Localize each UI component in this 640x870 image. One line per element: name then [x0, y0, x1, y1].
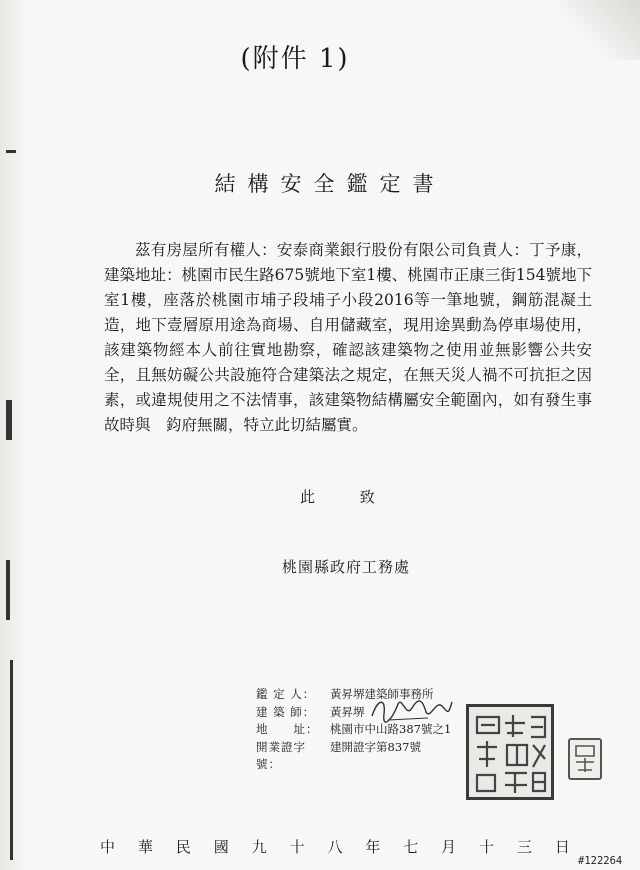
scan-mark	[6, 400, 12, 440]
document-title: 結構安全鑑定書	[214, 172, 446, 196]
license-label: 開業證字號：	[256, 739, 306, 771]
seal-pattern	[469, 707, 551, 797]
license-value: 建開證字第837號	[330, 739, 421, 754]
body-paragraph: 茲有房屋所有權人：安泰商業銀行股份有限公司負責人：丁予康，建築地址：桃園市民生路675號地下室1樓、桃園市正康三街154號地下室1樓，座落於桃園市埔子段埔子小段2016等一筆地號，鋼筋混凝土造，地下壹層原用途為商場、自用儲藏室，現用途異動為停車場使用，該建築物經本人前往實地勘察，確認該建築物之使用並無影響公共安全，且無妨礙公共設施符合建築法之規定，在無天災人禍不可抗拒之因素，或違規使用之不法情事，該建築物結構屬安全範圍內，如有發生事故時與 鈞府無關，特立此切結屬實。	[104, 241, 592, 434]
architect-seal-stamp	[466, 704, 554, 800]
date-char: 十	[289, 838, 305, 856]
scan-mark	[10, 660, 13, 860]
appraiser-value: 黃昇堺建築師事務所	[330, 687, 434, 701]
license-row	[256, 739, 451, 774]
salutation: 此 致	[300, 488, 375, 506]
scan-mark	[6, 150, 16, 153]
attachment-label: (附件 1)	[240, 44, 350, 74]
date-char: 國	[213, 838, 229, 856]
date-char: 九	[251, 838, 267, 856]
scan-mark	[6, 560, 10, 620]
appraiser-label: 鑑 定 人：	[256, 687, 316, 701]
personal-seal-stamp	[568, 738, 602, 780]
date-char: 七	[403, 838, 419, 856]
date-char: 十	[479, 838, 495, 856]
recipient: 桃園縣政府工務處	[282, 558, 411, 576]
scan-left-edge	[0, 0, 24, 870]
architect-label: 建 築 師：	[256, 704, 316, 719]
date-char: 八	[327, 838, 343, 856]
architect-value: 黃昇堺	[330, 704, 365, 719]
document-body	[104, 238, 592, 438]
address-value: 桃園市中山路387號之1	[330, 722, 452, 736]
document-date	[100, 836, 570, 857]
seal-pattern	[570, 740, 600, 778]
date-char: 華	[137, 838, 153, 856]
date-char: 中	[100, 838, 116, 856]
date-char: 民	[175, 838, 191, 856]
date-char: 日	[554, 838, 570, 856]
handwritten-signature	[368, 690, 454, 726]
document-id: #122264	[578, 855, 623, 867]
address-label: 地 址：	[256, 722, 319, 736]
date-char: 三	[516, 838, 532, 856]
date-char: 年	[365, 838, 381, 856]
date-char: 月	[441, 838, 457, 856]
